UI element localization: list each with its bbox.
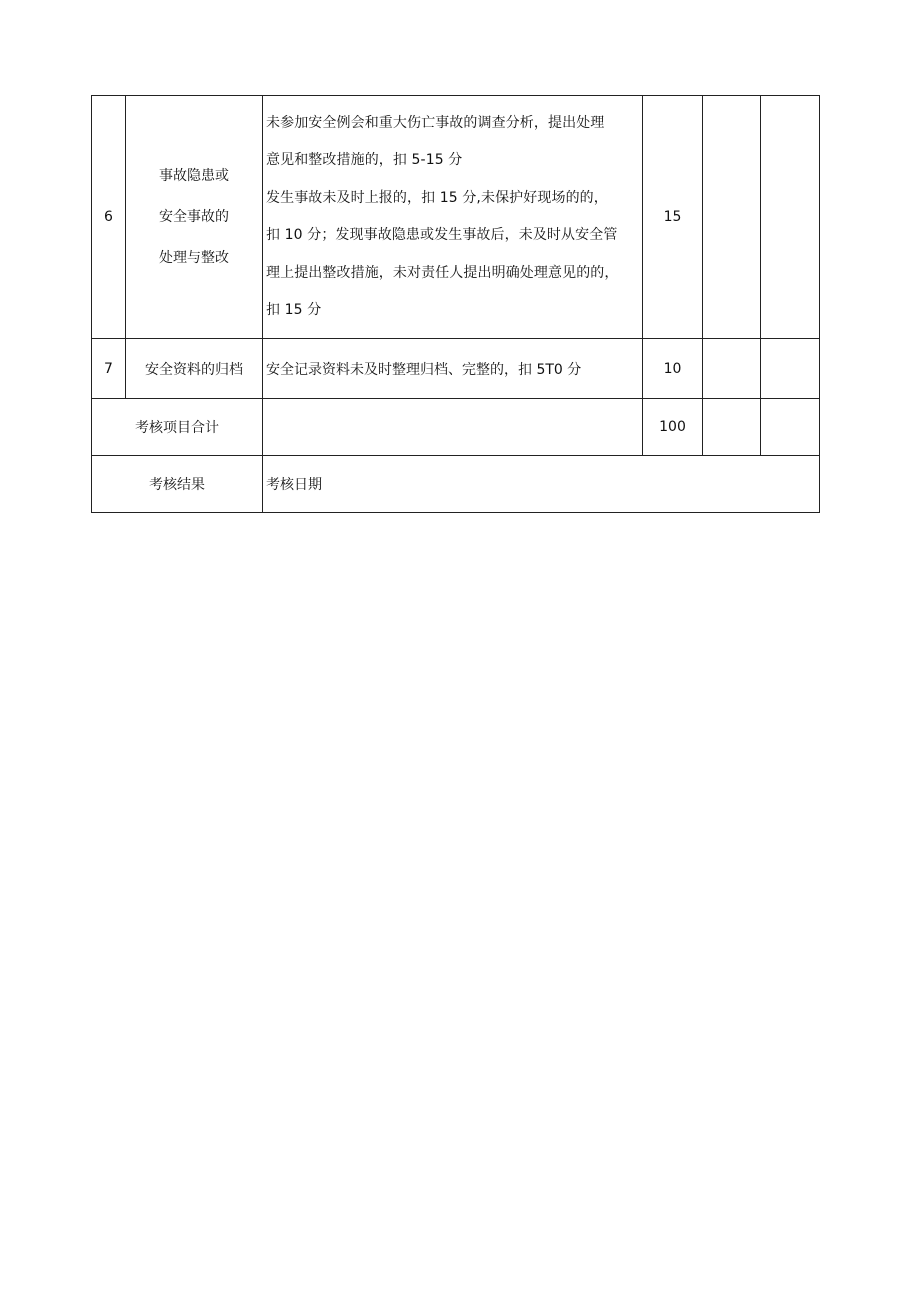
assessment-table <box>91 95 820 513</box>
criteria-line: 扣 10 分；发现事故隐患或发生事故后，未及时从安全管 <box>266 227 618 243</box>
result-row <box>92 456 820 513</box>
blank-cell <box>761 339 820 399</box>
total-label: 考核项目合计 <box>92 399 263 456</box>
score-cell: 15 <box>643 96 703 339</box>
result-label: 考核结果 <box>92 456 263 513</box>
score-cell: 10 <box>643 339 703 399</box>
criteria-text: 安全记录资料未及时整理归档、完整的，扣 5T0 分 <box>263 339 643 399</box>
row-number: 6 <box>92 96 126 339</box>
criteria-line: 发生事故未及时上报的，扣 15 分,未保护好现场的的， <box>266 189 608 206</box>
blank-cell <box>703 399 761 456</box>
item-name-line: 事故隐患或 <box>159 167 229 184</box>
table-row <box>92 339 820 399</box>
blank-cell <box>263 399 643 456</box>
total-row <box>92 399 820 456</box>
item-name-line: 安全事故的 <box>159 208 229 225</box>
blank-cell <box>761 96 820 339</box>
criteria-line: 未参加安全例会和重大伤亡事故的调查分析，提出处理 <box>266 114 605 131</box>
total-score: 100 <box>643 399 703 456</box>
item-name <box>126 96 263 339</box>
criteria-text <box>263 96 643 339</box>
row-number: 7 <box>92 339 126 399</box>
criteria-line: 扣 15 分 <box>266 302 322 318</box>
table-row <box>92 96 820 339</box>
criteria-line: 理上提出整改措施，未对责任人提出明确处理意见的的， <box>266 264 619 281</box>
blank-cell <box>703 339 761 399</box>
blank-cell <box>703 96 761 339</box>
item-name: 安全资料的归档 <box>126 339 263 399</box>
date-label: 考核日期 <box>263 456 820 513</box>
criteria-line: 意见和整改措施的，扣 5-15 分 <box>266 152 463 168</box>
item-name-line: 处理与整改 <box>159 249 229 266</box>
blank-cell <box>761 399 820 456</box>
